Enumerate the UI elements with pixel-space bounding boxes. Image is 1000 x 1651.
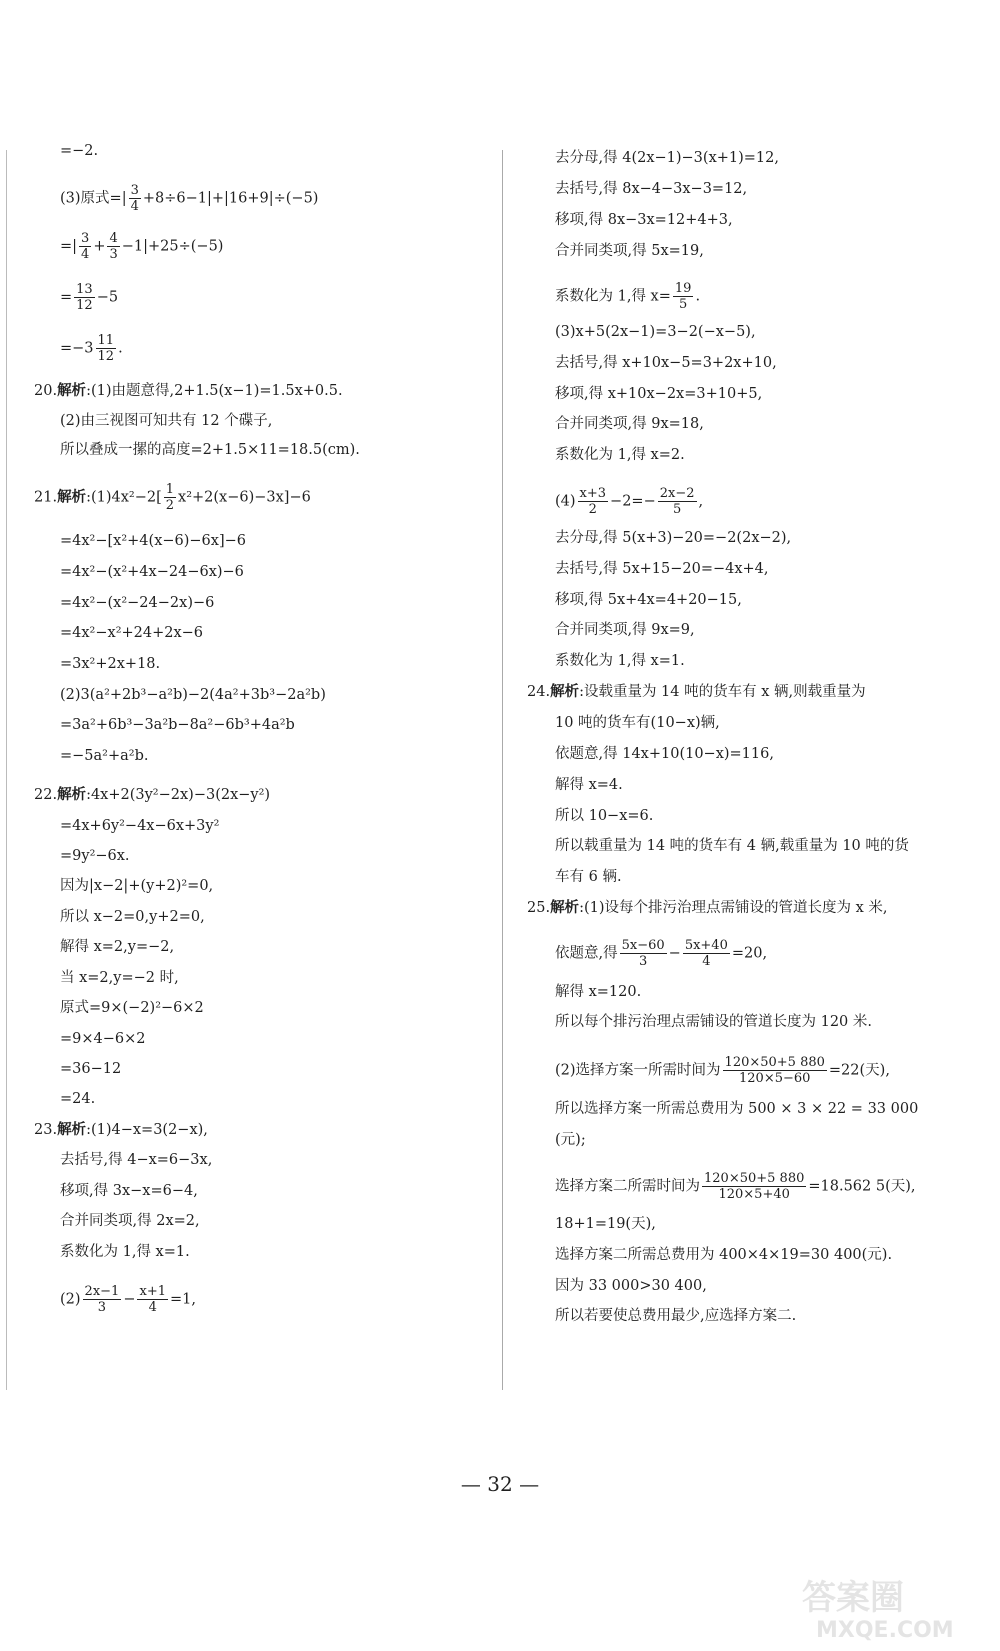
- text-line: 移项,得 x+10x−2x=3+10+5,: [555, 386, 763, 402]
- fraction: $\frac{19}{5}$: [674, 281, 692, 312]
- text-line: 移项,得 5x+4x=4+20−15,: [555, 592, 742, 608]
- fraction: $\frac{2x-1}{3}$: [84, 1284, 120, 1315]
- text-line: =9y²−6x.: [60, 848, 130, 864]
- formula-line: (3)原式=| $\frac{3}{4}$ +8÷6−1|+|16+9|÷(−5): [60, 183, 319, 214]
- text-line: 解得 x=4.: [555, 777, 623, 793]
- text-line: =4x+6y²−4x−6x+3y²: [60, 818, 220, 834]
- text-line: 所以 10−x=6.: [555, 808, 654, 824]
- text-line: 去括号,得 4−x=6−3x,: [60, 1152, 213, 1168]
- text-line: 所以叠成一摞的高度=2+1.5×11=18.5(cm).: [60, 442, 360, 458]
- text-line: 去分母,得 4(2x−1)−3(x+1)=12,: [555, 150, 779, 166]
- fraction: $\frac{1}{2}$: [165, 482, 175, 513]
- question-23: 23.解析:(1)4−x=3(2−x),: [34, 1121, 208, 1138]
- text-line: 合并同类项,得 5x=19,: [555, 243, 704, 259]
- text-line: 原式=9×(−2)²−6×2: [60, 1000, 204, 1016]
- fraction: $\frac{x+1}{4}$: [139, 1284, 166, 1315]
- text-line: 去括号,得 x+10x−5=3+2x+10,: [555, 355, 777, 371]
- text-line: =3x²+2x+18.: [60, 656, 161, 672]
- text-line: 18+1=19(天),: [555, 1216, 656, 1232]
- fraction: $\frac{4}{3}$: [109, 231, 118, 262]
- watermark-logo: [796, 1573, 984, 1643]
- text-line: (2)3(a²+2b³−a²b)−2(4a²+3b³−2a²b): [60, 687, 326, 703]
- page-number: — 32 —: [460, 1472, 540, 1496]
- formula-line: (2)选择方案一所需时间为 $\frac{120\times 50+5 880}{120\times 5-60}$ =22(天),: [555, 1055, 890, 1086]
- column-divider: [502, 150, 503, 1390]
- question-20: 20.解析:(1)由题意得,2+1.5(x−1)=1.5x+0.5.: [34, 382, 343, 399]
- fraction: $\frac{x+3}{2}$: [579, 486, 607, 517]
- formula-line: =−3 $\frac{11}{12}$ .: [60, 333, 123, 364]
- fraction: $\frac{11}{12}$: [97, 333, 115, 364]
- svg-text:答案圈: 答案圈: [802, 1578, 904, 1618]
- text-line: 所以选择方案一所需总费用为 500 × 3 × 22 = 33 000: [555, 1101, 919, 1117]
- question-24: 24.解析:设载重量为 14 吨的货车有 x 辆,则载重量为: [527, 683, 866, 700]
- svg-text:MXQE.COM: MXQE.COM: [816, 1618, 954, 1643]
- text-line: =4x²−(x²+4x−24−6x)−6: [60, 564, 244, 580]
- fraction: $\frac{3}{4}$: [130, 183, 139, 214]
- text-line: (元);: [555, 1132, 586, 1148]
- question-25: 25.解析:(1)设每个排污治理点需铺设的管道长度为 x 米,: [527, 899, 888, 916]
- text-line: 系数化为 1,得 x=1.: [60, 1244, 190, 1260]
- text-line: =4x²−[x²+4(x−6)−6x]−6: [60, 533, 246, 549]
- text-line: (2)由三视图可知共有 12 个碟子,: [60, 413, 273, 429]
- formula-line: 系数化为 1,得 x= $\frac{19}{5}$ .: [555, 281, 701, 312]
- text-line: 解得 x=2,y=−2,: [60, 939, 175, 955]
- question-21: 21.解析:(1)4x²−2[ $\frac{1}{2}$ x²+2(x−6)−3x]−6: [34, 482, 311, 513]
- left-margin-rule: [6, 150, 7, 1390]
- text-line: 合并同类项,得 2x=2,: [60, 1213, 200, 1229]
- fraction: $\frac{13}{12}$: [76, 282, 93, 313]
- text-line: 当 x=2,y=−2 时,: [60, 970, 179, 986]
- formula-line: 依题意,得 $\frac{5x-60}{3}$ − $\frac{5x+40}{4}$ =20,: [555, 938, 768, 969]
- text-line: 10 吨的货车有(10−x)辆,: [555, 715, 720, 731]
- text-line: 去分母,得 5(x+3)−20=−2(2x−2),: [555, 530, 792, 546]
- text-line: 去括号,得 5x+15−20=−4x+4,: [555, 561, 769, 577]
- text-line: =36−12: [60, 1061, 122, 1077]
- text-line: 选择方案二所需总费用为 400×4×19=30 400(元).: [555, 1247, 893, 1263]
- fraction: $\frac{120\times 50+5 880}{120\times 5-60}$: [724, 1055, 825, 1086]
- fraction: $\frac{5x-60}{3}$: [621, 938, 665, 969]
- text-line: =3a²+6b³−3a²b−8a²−6b³+4a²b: [60, 717, 295, 733]
- formula-line: =| $\frac{3}{4}$ + $\frac{4}{3}$ −1|+25÷(−5): [60, 231, 224, 262]
- text-line: 系数化为 1,得 x=2.: [555, 447, 685, 463]
- text-line: 系数化为 1,得 x=1.: [555, 653, 685, 669]
- formula-line: (2) $\frac{2x-1}{3}$ − $\frac{x+1}{4}$ =1,: [60, 1284, 196, 1315]
- text-line: 因为|x−2|+(y+2)²=0,: [60, 878, 214, 894]
- formula-line: = $\frac{13}{12}$ −5: [60, 282, 119, 313]
- text-line: =9×4−6×2: [60, 1031, 146, 1047]
- text-line: 合并同类项,得 9x=9,: [555, 622, 695, 638]
- text-line: 因为 33 000>30 400,: [555, 1278, 707, 1294]
- formula-line: 选择方案二所需时间为 $\frac{120\times 50+5 880}{120\times 5+40}$ =18.562 5(天),: [555, 1171, 916, 1202]
- text-line: 所以载重量为 14 吨的货车有 4 辆,载重量为 10 吨的货: [555, 838, 909, 854]
- fraction: $\frac{120\times 50+5 880}{120\times 5+40}$: [704, 1171, 805, 1202]
- text-line: =4x²−x²+24+2x−6: [60, 625, 204, 641]
- text-line: 去括号,得 8x−4−3x−3=12,: [555, 181, 748, 197]
- text-line: 所以若要使总费用最少,应选择方案二.: [555, 1308, 797, 1324]
- text-line: 合并同类项,得 9x=18,: [555, 416, 704, 432]
- fraction: $\frac{3}{4}$: [81, 231, 90, 262]
- fraction: $\frac{2x-2}{5}$: [659, 486, 695, 517]
- question-22: 22.解析:4x+2(3y²−2x)−3(2x−y²): [34, 786, 271, 803]
- fraction: $\frac{5x+40}{4}$: [684, 938, 728, 969]
- text-line: =−2.: [60, 143, 99, 159]
- text-line: (3)x+5(2x−1)=3−2(−x−5),: [555, 324, 756, 340]
- text-line: 移项,得 3x−x=6−4,: [60, 1183, 198, 1199]
- text-line: =24.: [60, 1091, 96, 1107]
- text-line: 解得 x=120.: [555, 984, 642, 1000]
- formula-line: (4) $\frac{x+3}{2}$ −2=− $\frac{2x-2}{5}$ ,: [555, 486, 704, 517]
- text-line: =−5a²+a²b.: [60, 748, 149, 764]
- text-line: 依题意,得 14x+10(10−x)=116,: [555, 746, 774, 762]
- text-line: 所以 x−2=0,y+2=0,: [60, 909, 205, 925]
- text-line: 车有 6 辆.: [555, 869, 622, 885]
- text-line: 移项,得 8x−3x=12+4+3,: [555, 212, 733, 228]
- text-line: =4x²−(x²−24−2x)−6: [60, 595, 215, 611]
- text-line: 所以每个排污治理点需铺设的管道长度为 120 米.: [555, 1014, 873, 1030]
